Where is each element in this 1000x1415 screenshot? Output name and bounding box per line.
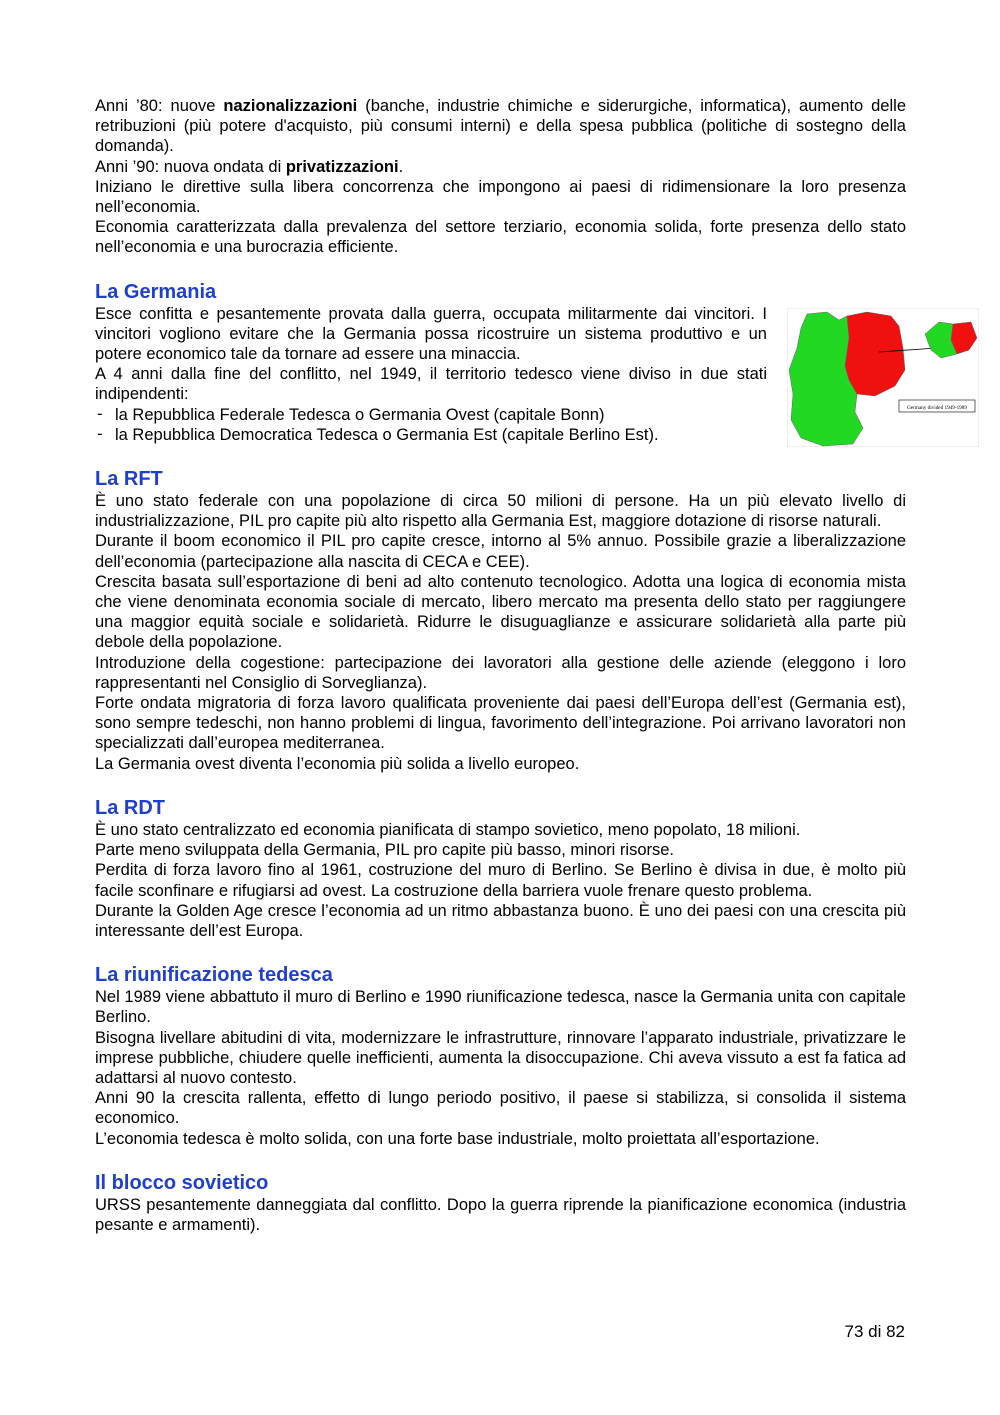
- germania-section: [95, 304, 967, 445]
- rdt-section: [95, 820, 906, 941]
- paragraph: La Germania ovest diventa l’economia più solida a livello europeo.: [95, 754, 580, 773]
- paragraph: Bisogna livellare abitudini di vita, modernizzare le infrastrutture, rinnovare l’apparato industriale, privatizzare le imprese pubbliche, chiudere quelle inefficienti, aumenta la disoccupazione. Chi aveva vissuto a est fa fatica ad adattarsi al nuovo contesto.: [95, 1028, 906, 1087]
- text: Anni ’80: nuove: [95, 97, 224, 115]
- intro-paragraph: [95, 157, 906, 177]
- paragraph: A 4 anni dalla fine del conflitto, nel 1949, il territorio tedesco viene diviso in due stati indipendenti:: [95, 365, 767, 404]
- section-heading-rft: La RFT: [95, 468, 163, 491]
- intro-paragraph: Economia caratterizzata dalla prevalenza del settore terziario, economia solida, forte presenza dello stato nell’economia e una burocrazia efficiente.: [95, 218, 906, 257]
- map-caption: Germany divided 1949-1989: [907, 404, 967, 411]
- paragraph: Nel 1989 viene abbattuto il muro di Berlino e 1990 riunificazione tedesca, nasce la Germania unita con capitale Berlino.: [95, 988, 906, 1027]
- intro-paragraph: Iniziano le direttive sulla libera concorrenza che impongono ai paesi di ridimensionare la loro presenza nell’economia.: [95, 177, 906, 217]
- document-page: [95, 96, 967, 1235]
- paragraph: Perdita di forza lavoro fino al 1961, costruzione del muro di Berlino. Se Berlino è divisa in due, è molto più facile sconfinare e rifugiarsi ad ovest. La costruzione della barriera vuole frenare questo problema.: [95, 861, 906, 900]
- bold-term: privatizzazioni: [285, 157, 399, 176]
- text: (banche, industrie chimiche e siderurgiche, informatica), aumento delle retribuzioni (più potere d'acquisto, più consumi interni) e della spesa pubblica (politiche di sostegno della domanda).: [95, 97, 906, 156]
- list-item: - la Repubblica Democratica Tedesca o Germania Est (capitale Berlino Est).: [95, 425, 767, 445]
- paragraph: Anni 90 la crescita rallenta, effetto di lungo periodo positivo, il paese si stabilizza, si consolida il sistema economico.: [95, 1089, 906, 1128]
- text: .: [398, 157, 404, 176]
- section-heading-rdt: La RDT: [95, 796, 165, 819]
- page-number: 73 di 82: [844, 1322, 905, 1341]
- list-item: - la Repubblica Federale Tedesca o Germania Ovest (capitale Bonn): [95, 405, 767, 425]
- rft-section: [95, 491, 906, 774]
- blocco-section: [95, 1195, 906, 1235]
- intro-paragraph: [95, 96, 906, 157]
- riunificazione-section: [95, 987, 906, 1149]
- paragraph: Parte meno sviluppata della Germania, PIL pro capite più basso, minori risorse.: [95, 841, 675, 860]
- section-heading-germania: La Germania: [95, 280, 217, 303]
- paragraph: L’economia tedesca è molto solida, con una forte base industriale, molto proiettata all’esportazione.: [95, 1129, 820, 1148]
- paragraph: Introduzione della cogestione: partecipazione dei lavoratori alla gestione delle aziende (eleggono i loro rappresentanti nel Consiglio di Sorveglianza).: [95, 653, 906, 692]
- germany-divided-map: [787, 308, 979, 447]
- bold-term: nazionalizzazioni: [223, 97, 358, 115]
- east-germany-shape: [845, 312, 905, 396]
- paragraph: Durante la Golden Age cresce l’economia ad un ritmo abbastanza buono. È uno dei paesi con una crescita più interessante dell’est Europa.: [95, 901, 906, 940]
- paragraph: È uno stato federale con una popolazione di circa 50 milioni di persone. Ha un più elevato livello di industrializzazione, PIL pro capite più alto rispetto alla Germania Est, maggiore dotazione di risorse naturali.: [95, 492, 906, 531]
- section-heading-blocco: Il blocco sovietico: [95, 1171, 269, 1194]
- germania-text: [95, 304, 767, 445]
- intro-section: [95, 96, 906, 258]
- paragraph: URSS pesantemente danneggiata dal conflitto. Dopo la guerra riprende la pianificazione economica (industria pesante e armamenti).: [95, 1195, 906, 1234]
- paragraph: Esce confitta e pesantemente provata dalla guerra, occupata militarmente dai vincitori. I vincitori vogliono evitare che la Germania possa ricostruire un sistema produttivo e un potere economico tale da tornare ad essere una minaccia.: [95, 304, 767, 364]
- paragraph: È uno stato centralizzato ed economia pianificata di stampo sovietico, meno popolato, 18 milioni.: [95, 820, 801, 839]
- text: Anni ’90: nuova ondata di: [95, 157, 286, 176]
- paragraph: Forte ondata migratoria di forza lavoro qualificata proveniente dai paesi dell’Europa dell’est (Germania est), sono sempre tedeschi, non hanno problemi di lingua, favorimento dell’integrazione. Poi arrivano lavoratori non specializzati dall’europea mediterranea.: [95, 694, 906, 753]
- paragraph: Durante il boom economico il PIL pro capite cresce, intorno al 5% annuo. Possibile grazie a liberalizzazione dell’economia (partecipazione alla nascita di CECA e CEE).: [95, 532, 906, 571]
- section-heading-riunificazione: La riunificazione tedesca: [95, 964, 333, 987]
- paragraph: Crescita basata sull’esportazione di beni ad alto contenuto tecnologico. Adotta una logica di economia mista che viene denominata economia sociale di mercato, libero mercato ma presenta dello stato per raggiungere una maggior equità sociale e solidarietà. Ridurre le disuguaglianze e assicurare solidarietà alla parte più debole della popolazione.: [95, 572, 906, 652]
- dash-list: [95, 405, 767, 445]
